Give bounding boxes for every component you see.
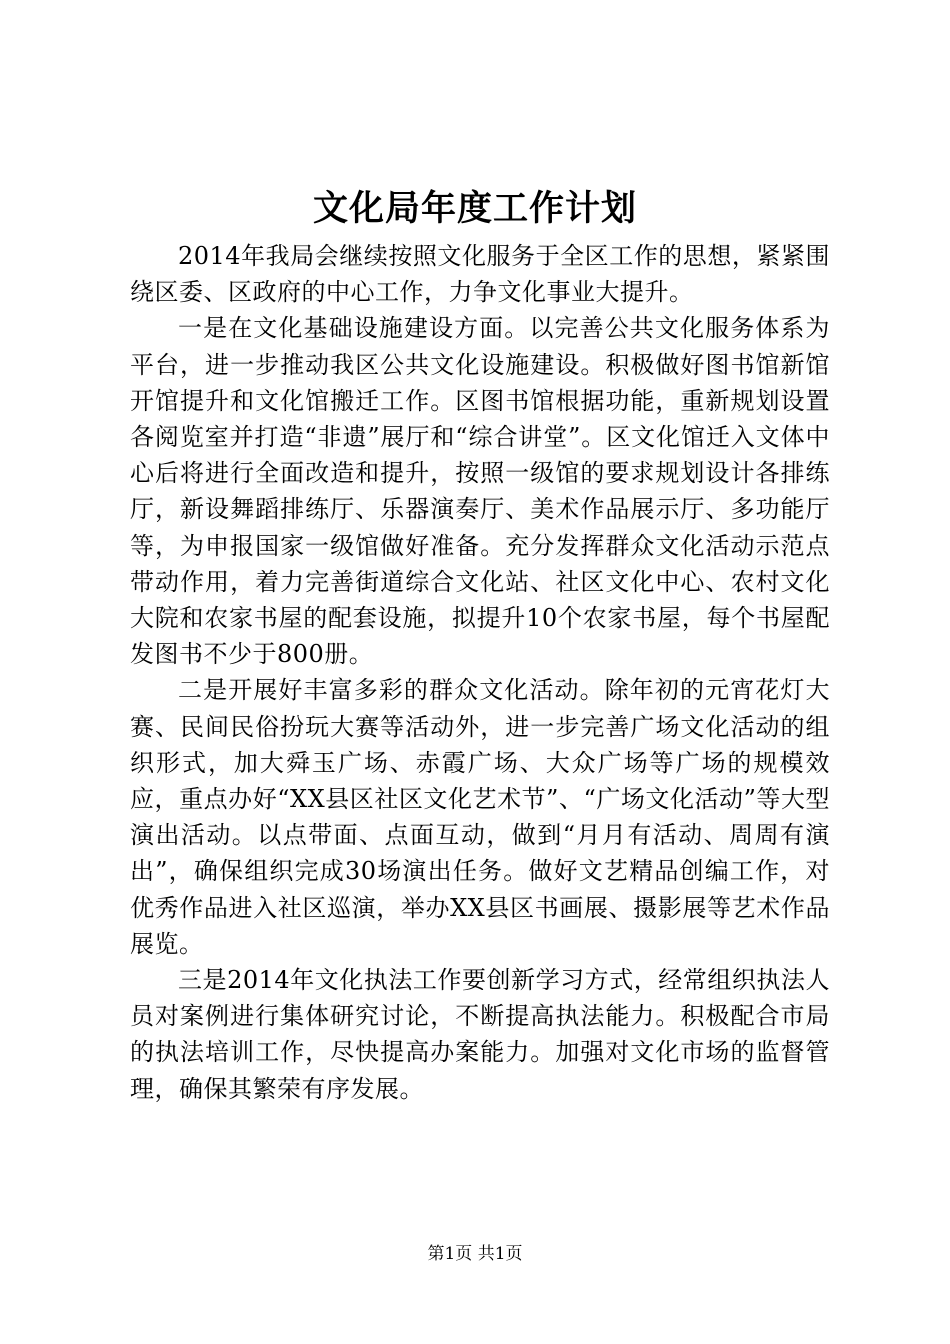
document-body [130,238,830,1107]
paragraph-enforcement: 三是2014年文化执法工作要创新学习方式，经常组织执法人员对案例进行集体研究讨论，不断提高执法能力。积极配合市局的执法培训工作，尽快提高办案能力。加强对文化市场的监督管理，确保其繁荣有序发展。 [130,966,830,1103]
page-footer: 第1页 共1页 [427,1244,523,1264]
paragraph-intro: 2014年我局会继续按照文化服务于全区工作的思想，紧紧围绕区委、区政府的中心工作，力争文化事业大提升。 [130,242,830,307]
paragraph-infrastructure: 一是在文化基础设施建设方面。以完善公共文化服务体系为平台，进一步推动我区公共文化设施建设。积极做好图书馆新馆开馆提升和文化馆搬迁工作。区图书馆根据功能，重新规划设置各阅览室并打造“非遗”展厅和“综合讲堂”。区文化馆迁入文体中心后将进行全面改造和提升，按照一级馆的要求规划设计各排练厅，新设舞蹈排练厅、乐器演奏厅、美术作品展示厅、多功能厅等，为申报国家一级馆做好准备。充分发挥群众文化活动示范点带动作用，着力完善街道综合文化站、社区文化中心、农村文化大院和农家书屋的配套设施，拟提升10个农家书屋，每个书屋配发图书不少于800册。 [130,314,830,669]
document-title: 文化局年度工作计划 [312,188,637,229]
paragraph-activities: 二是开展好丰富多彩的群众文化活动。除年初的元宵花灯大赛、民间民俗扮玩大赛等活动外，进一步完善广场文化活动的组织形式，加大舜玉广场、赤霞广场、大众广场等广场的规模效应，重点办好“XX县区社区文化艺术节”、“广场文化活动”等大型演出活动。以点带面、点面互动，做到“月月有活动、周周有演出”，确保组织完成30场演出任务。做好文艺精品创编工作，对优秀作品进入社区巡演，举办XX县区书画展、摄影展等艺术作品展览。 [130,676,830,958]
